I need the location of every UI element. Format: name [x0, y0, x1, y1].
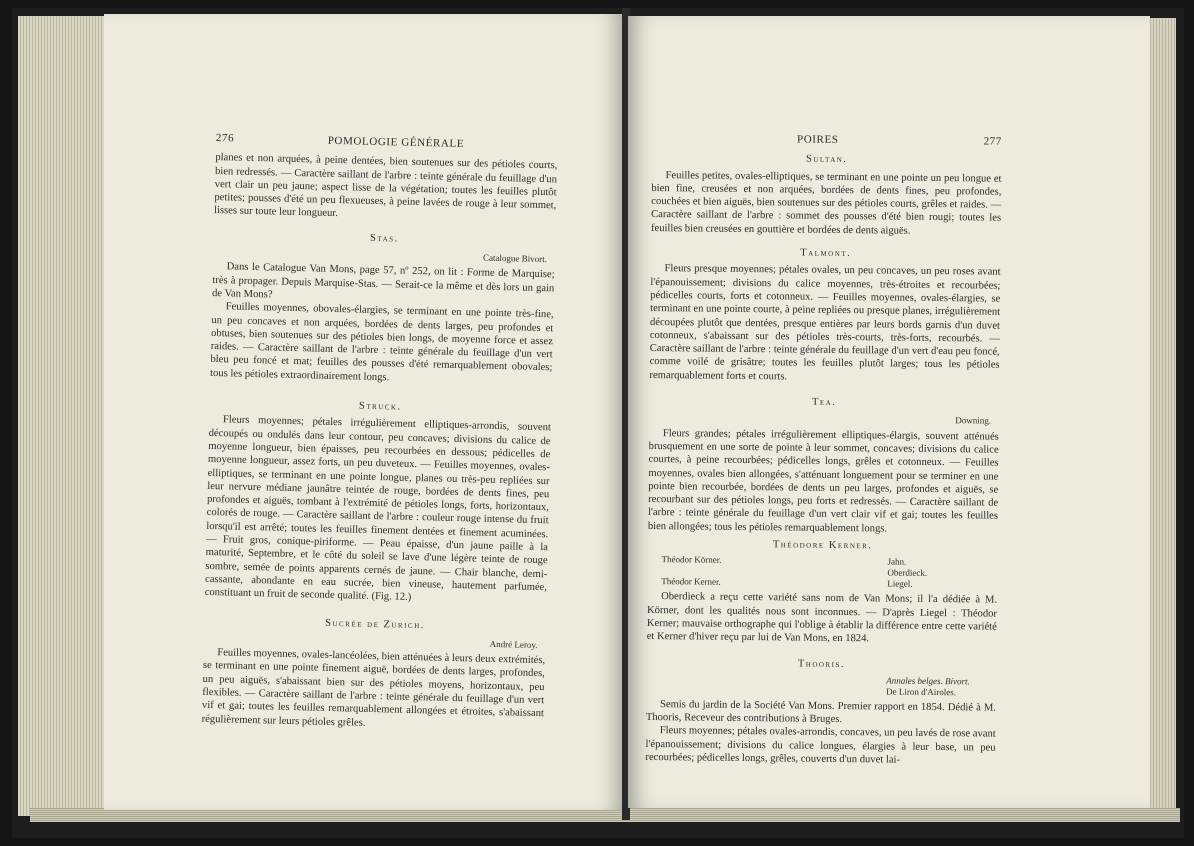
paragraph: Fleurs presque moyennes; pétales ovales, un peu concaves, un peu roses avant l'épanouissement; divisions du calice moyennes, très-étroites et recourbées; pédicelles courts, forts et cotonneux. — Feuilles moyennes, ovales-élargies, se terminant en une pointe courte, à peine repliées ou presque planes, irrégulièrement découpées plutôt que dentées, presque entières par leurs bords garnis d'un duvet cotonneux, s'abaissant sur des pétioles très-courts, très-forts, recourbés. — Caractère saillant de l'arbre : teinte générale du feuillage d'un vert d'eau peu foncé, comme voilé de grisâtre; toutes les feuilles plutôt larges; tous les pétioles remarquablement forts et courts.: [649, 263, 1001, 383]
intro-paragraph: planes et non arquées, à peine dentées, bien soutenues sur des pétioles courts, bien redressés. — Caractère saillant de l'arbre : teinte générale du feuillage d'un vert clair un peu jaune; aspect lisse de la végétation; toutes les feuilles plutôt petites; pousses d'été un peu flexueuses, à peine lavées de rouge à leur sommet, lisses sur toute leur longueur.: [213, 152, 558, 220]
left-running-header: [216, 132, 558, 154]
page-edges-bottom: [30, 808, 1180, 822]
synonym-name: [646, 684, 886, 698]
variety-title: Thooris.: [797, 658, 846, 670]
synonym-author: Liegel.: [887, 578, 913, 590]
paragraph: Fleurs moyennes; pétales irrégulièrement elliptiques-arrondis, souvent découpés ou ondulés dans leur contour, peu concaves; divisions du calice de moyenne longueur, bien épaisses, peu recourbées en dessous; pédicelles de moyenne longueur, assez forts, un peu duveteux. — Feuilles moyennes, ovales-elliptiques, se terminant en une pointe longue, planes ou très-peu repliées sur leur nervure médiane jaunâtre teintée de rouge, bordées de dents fines, peu profondes et aiguës, tombant à l'extrémité de pétioles longs, forts, horizontaux, colorés de rouge. — Caractère saillant de l'arbre : couleur rouge intense du fruit lorsqu'il est arrêté; toutes les feuilles finement dentées et finement acuminées. — Fruit gros, conique-piriforme. — Peau épaisse, d'un jaune paille à la maturité, Septembre, et le côté du soleil se lave d'une légère teinte de rouge sombre, semée de points apparents cernés de jaune. — Chair blanche, demi-cassante, abondante en eau sucrée, bien vineuse, hautement parfumée, constituant un fruit de seconde qualité. (Fig. 12.): [204, 414, 551, 604]
right-page: [628, 16, 1150, 808]
synonym-list: [646, 673, 996, 699]
source-citation: Downing.: [955, 415, 992, 426]
page-number: 277: [983, 135, 1002, 148]
paragraph: Feuilles moyennes, ovales-lancéolées, bien atténuées à leurs deux extrémités, se terminant en une pointe finement aiguë, bordées de dents larges, profondes, un peu aiguës, s'abaissant bien sur des pétioles moyens, horizontaux, peu flexibles. — Caractère saillant de l'arbre : teinte générale du feuillage d'un vert vif et gai; toutes les feuilles remarquablement allongées et étroites, s'abaissant régulièrement sur leurs pétioles grêles.: [201, 647, 546, 729]
running-title: POIRES: [796, 133, 839, 146]
synonym-author: Annales belges. Bivort.: [886, 675, 970, 687]
synonym-author: Jahn.: [887, 556, 907, 567]
page-edges-left: [18, 16, 108, 816]
right-page-content: [645, 132, 1002, 768]
left-page-content: [201, 132, 557, 734]
page-edges-right: [1150, 18, 1176, 808]
variety-title: Théodore Kerner.: [772, 539, 873, 552]
page-number: 276: [215, 132, 235, 145]
right-running-header: [652, 132, 1002, 149]
synonym-name: Théodor Körner.: [661, 554, 722, 566]
paragraph: Dans le Catalogue Van Mons, page 57, nº 252, on lit : Forme de Marquise; très à propager. Depuis Marquise-Stas. — Serait-ce la même et dès lors un gain de Van Mons?: [211, 261, 555, 301]
paragraph: Feuilles moyennes, obovales-élargies, se terminant en une pointe très-fine, un peu concaves et non arquées, bordées de dents larges, peu profondes et obtuses, bien soutenues sur des pétioles bien longs, de moyenne force et assez raides. — Caractère saillant de l'arbre : teinte générale du feuillage d'un vert bleu peu foncé et mat; feuilles des pousses d'été remarquablement obovales; tous les pétioles extraordinairement longs.: [209, 301, 554, 384]
variety-title: Talmont.: [800, 247, 852, 260]
synonym-list: [647, 554, 997, 591]
paragraph: Feuilles petites, ovales-elliptiques, se terminant en une pointe un peu longue et bien fine, creusées et non arquées, bordées de dents fines, peu profondes, couchées et bien aiguës, bien soutenues sur des pétioles courts, grêles et raides. — Caractère saillant de l'arbre : sommet des pousses d'été bien rougi; toutes les feuilles bien creusées en gouttière et bordées de dents aiguës.: [650, 169, 1002, 237]
source-citation: Catalogue Bivort.: [482, 252, 548, 265]
variety-title: Stas.: [369, 232, 399, 245]
synonym-author: De Liron d'Airoles.: [886, 686, 957, 698]
synonym-name: Théodor Kerner.: [661, 576, 721, 588]
variety-title: Tea.: [811, 396, 837, 408]
paragraph: Fleurs grandes; pétales irrégulièrement elliptiques-élargis, souvent atténués brusquement en une sorte de pointe à leur sommet, concaves; divisions du calice courtes, à peine recourbées; pédicelles longs, grêles et cotonneux. — Feuilles moyennes, ovales bien allongées, s'atténuant longuement pour se terminer en une pointe bien recourbée, bordées de dents un peu larges, profondes et aiguës, se recourbant sur des pétioles longs, peu forts et redressés. — Caractère saillant de l'arbre : teinte générale du feuillage d'un vert clair vif et gai; toutes les feuilles bien allongées; tous les pétioles remarquablement longs.: [647, 427, 999, 535]
variety-title: Sultan.: [805, 153, 848, 166]
paragraph: Semis du jardin de la Société Van Mons. Premier rapport en 1854. Dédié à M. Thooris, Receveur des contributions à Bruges.: [645, 698, 997, 726]
variety-title: Struck.: [358, 400, 402, 413]
source-citation: André Leroy.: [489, 638, 538, 650]
variety-title: Sucrée de Zurich.: [325, 617, 425, 631]
synonym-author: Oberdieck.: [887, 567, 928, 579]
paragraph: Fleurs moyennes; pétales ovales-arrondis, concaves, un peu lavés de rose avant l'épanouissement; divisions du calice longues, élargies à leur base, un peu recourbées; pédicelles longs, grêles, couverts d'un duvet lai-: [645, 725, 996, 766]
paragraph: Oberdieck a reçu cette variété sans nom de Van Mons; il l'a dédiée à M. Körner, dont les qualités nous sont inconnues. — D'après Liegel : Théodor Kerner; mauvaise orthographe qui l'oblige à établir la différence entre cette variété et Kerner d'hiver reçu par lui de Van Mons, en 1824.: [646, 591, 998, 645]
running-title: POMOLOGIE GÉNÉRALE: [327, 134, 465, 151]
left-page: [104, 14, 624, 810]
